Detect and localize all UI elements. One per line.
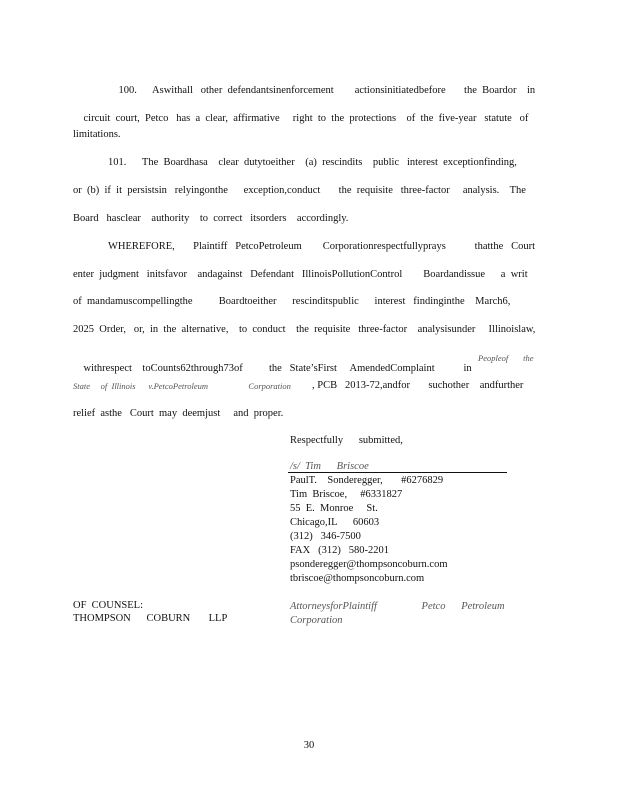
attorney-name-1: PaulT. Sonderegger, #6276829 bbox=[290, 475, 444, 486]
wherefore-line-3: of mandamuscompellingthe Boardtoeither rescinditspublic interest findinginthe March6, bbox=[73, 296, 511, 307]
wherefore-line-2: enter judgment initsfavor andagainst Defendant IllinoisPollutionControl Boardandissue a writ bbox=[73, 269, 528, 280]
text: 100. Aswithall other defendantsinenforcement actionsinitiatedbefore the Boardor in bbox=[118, 84, 536, 96]
wherefore-line-7: relief asthe Court may deemjust and proper. bbox=[73, 408, 284, 419]
signature-line bbox=[288, 472, 507, 473]
attorney-name-2: Tim Briscoe, #6331827 bbox=[290, 489, 403, 500]
fax: FAX (312) 580-2201 bbox=[290, 545, 389, 556]
para-101-line-2: or (b) if it persistsin relyingonthe exception,conduct the requisite three-factor analysis. The bbox=[73, 185, 526, 196]
wherefore-line-6: , PCB 2013-72,andfor suchother andfurther bbox=[312, 380, 524, 391]
attorneys-for: AttorneysforPlaintiff Petco Petroleum bbox=[290, 601, 505, 612]
wherefore-line-4: 2025 Order, or, in the alternative, to conduct the requisite three-factor analysisunder Illinoislaw, bbox=[73, 324, 536, 335]
para-100-line-1 bbox=[108, 75, 536, 107]
text: circuit court, Petco has a clear, affirmative right to the protections of the five-year statute of bbox=[83, 112, 529, 124]
para-100-line-3: limitations. bbox=[73, 129, 121, 140]
email-1: psonderegger@thompsoncoburn.com bbox=[290, 559, 448, 570]
page-number: 30 bbox=[303, 740, 315, 751]
para-101-line-1: 101. The Boardhasa clear dutytoeither (a) rescindits public interest exceptionfinding, bbox=[108, 157, 517, 168]
address-line-2: Chicago,IL 60603 bbox=[290, 517, 380, 528]
case-caption-part-2: State of Illinois v.PetcoPetroleum Corporation bbox=[73, 381, 291, 391]
electronic-signature: /s/ Tim Briscoe bbox=[290, 461, 369, 472]
para-101-line-3: Board hasclear authority to correct itsorders accordingly. bbox=[73, 213, 349, 224]
phone: (312) 346-7500 bbox=[290, 531, 361, 542]
case-caption-part-1: Peopleof the bbox=[478, 353, 534, 363]
address-line-1: 55 E. Monroe St. bbox=[290, 503, 378, 514]
respectfully-submitted: Respectfully submitted, bbox=[290, 435, 403, 446]
attorneys-for-corp: Corporation bbox=[290, 615, 343, 626]
law-firm-name: THOMPSON COBURN LLP bbox=[73, 613, 228, 624]
of-counsel-label: OF COUNSEL: bbox=[73, 600, 144, 611]
wherefore-line-1: WHEREFORE, Plaintiff PetcoPetroleum Corporationrespectfullyprays thatthe Court bbox=[108, 241, 536, 252]
para-100-line-2 bbox=[73, 103, 528, 135]
email-2: tbriscoe@thompsoncoburn.com bbox=[290, 573, 425, 584]
wherefore-line-5-text: withrespect toCounts62through73of the State’sFirst AmendedComplaint in bbox=[83, 362, 472, 374]
